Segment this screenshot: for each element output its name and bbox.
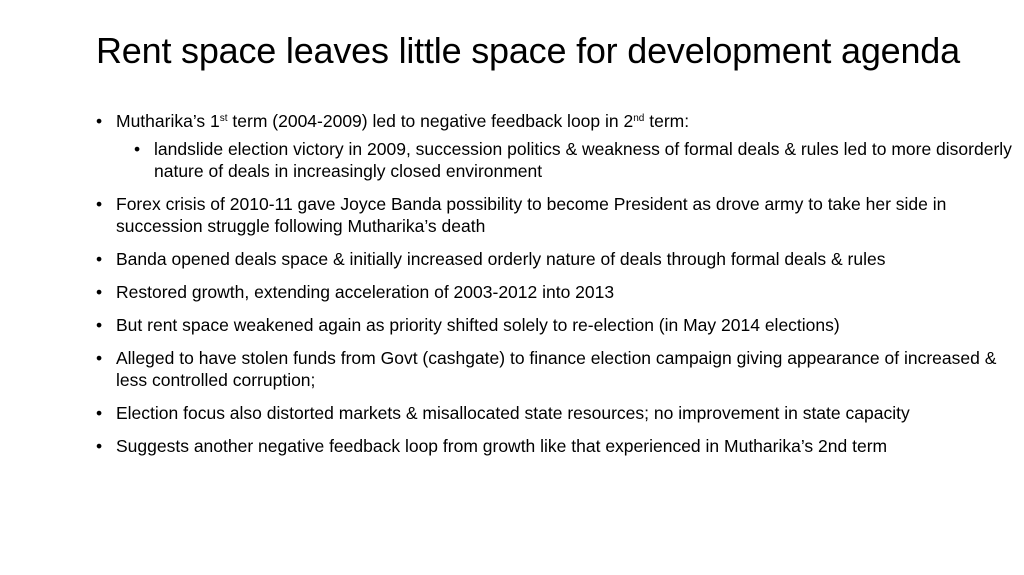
bullet-1-sup-nd: nd: [633, 113, 645, 124]
bullet-item-7: • Election focus also distorted markets & misallocated state resources; no improvement in state capacity: [96, 402, 1016, 424]
slide-title: Rent space leaves little space for development agenda: [96, 30, 960, 71]
bullet-item-1: [96, 110, 1016, 182]
sub-bullet-item-1: • landslide election victory in 2009, succession politics & weakness of formal deals & rules led to more disorderly nature of deals in increasingly closed environment: [116, 138, 1016, 182]
bullet-item-6: • Alleged to have stolen funds from Govt (cashgate) to finance election campaign giving appearance of increased & less controlled corruption;: [96, 347, 1016, 391]
bullet-1-text-b: term (2004-2009) led to negative feedback loop in 2: [227, 111, 634, 131]
bullet-item-3: • Banda opened deals space & initially increased orderly nature of deals through formal deals & rules: [96, 248, 1016, 270]
bullet-1-sup-st: st: [219, 113, 228, 124]
bullet-1-text-c: term:: [644, 111, 690, 131]
sub-bullet-list: [116, 138, 1016, 182]
bullet-1-text-a: Mutharika’s 1: [116, 111, 220, 131]
bullet-item-4: • Restored growth, extending acceleration of 2003-2012 into 2013: [96, 281, 1016, 303]
bullet-item-8: • Suggests another negative feedback loop from growth like that experienced in Mutharika’s 2nd term: [96, 435, 1016, 457]
bullet-list: [96, 110, 1016, 468]
bullet-item-5: • But rent space weakened again as priority shifted solely to re-election (in May 2014 elections): [96, 314, 1016, 336]
bullet-item-2: • Forex crisis of 2010-11 gave Joyce Banda possibility to become President as drove army to take her side in succession struggle following Mutharika’s death: [96, 193, 1016, 237]
